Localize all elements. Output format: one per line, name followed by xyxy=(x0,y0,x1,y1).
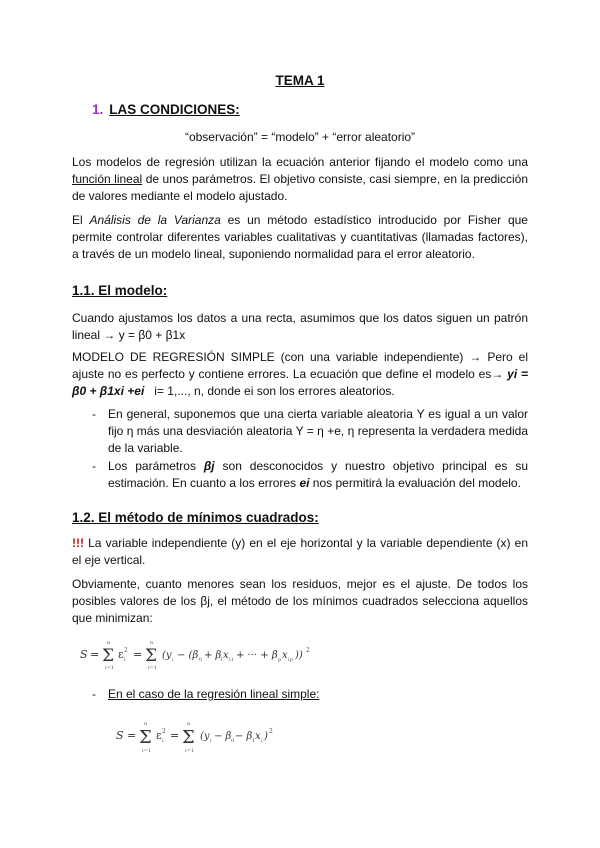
svg-text:i=1: i=1 xyxy=(105,665,114,671)
svg-text:Σ: Σ xyxy=(145,646,158,666)
doc-title: TEMA 1 xyxy=(275,73,325,88)
svg-text:i: i xyxy=(162,738,164,744)
p4-text-b: i= 1,..., n, donde ei son los errores aleatorios. xyxy=(154,384,395,399)
section-1-title: LAS CONDICIONES: xyxy=(109,102,240,117)
svg-text:2: 2 xyxy=(269,728,273,735)
svg-text:2: 2 xyxy=(306,647,310,654)
paragraph-simple-model xyxy=(72,349,528,401)
svg-text:S: S xyxy=(80,648,88,661)
svg-text:ε: ε xyxy=(156,729,162,742)
svg-text:S: S xyxy=(116,729,124,742)
svg-text:x: x xyxy=(255,731,261,742)
list-item xyxy=(92,686,528,703)
bullet-ei: ei xyxy=(299,475,310,490)
svg-text:x: x xyxy=(223,650,229,661)
svg-text:i=1: i=1 xyxy=(185,748,194,754)
svg-text:)): )) xyxy=(295,650,303,661)
bullet-dash: - xyxy=(92,407,96,421)
section-1-number: 1. xyxy=(92,102,104,117)
svg-text:Σ: Σ xyxy=(182,727,195,748)
svg-text:1: 1 xyxy=(252,738,256,744)
p5-text: La variable independiente (y) en el eje horizontal y la variable dependiente (x) en el eje vertical. xyxy=(72,536,528,568)
bullet-dash: - xyxy=(92,458,96,473)
svg-text:i1: i1 xyxy=(229,657,234,663)
p1-text-b: de unos parámetros. El objetivo consiste, casi siempre, en la predicción de valores mediante el modelo ajustado. xyxy=(72,172,528,204)
svg-text:n: n xyxy=(107,640,111,646)
svg-text:n: n xyxy=(187,721,191,727)
section-1-heading xyxy=(92,102,240,117)
svg-text:+ β: + β xyxy=(204,650,222,661)
p4-equation: yi = β0 + β1xi +ei xyxy=(72,367,528,399)
p3-text: Cuando ajustamos los datos a una recta, asumimos que los datos siguen un patrón lineal → xyxy=(72,311,528,343)
svg-text:Σ: Σ xyxy=(139,727,152,748)
paragraph-regression xyxy=(72,154,528,206)
bullet-dash: - xyxy=(92,687,96,701)
bullet-beta: βj xyxy=(203,458,215,473)
p2-text-b: es un método estadístico introducido por Fisher que permite controlar diferentes variables cualitativas y cuantitativas (llamadas factores), a través de un modelo lineal, suponiendo normalidad para el error aleatorio. xyxy=(72,213,528,262)
svg-text:i: i xyxy=(261,738,263,744)
warning-marks: !!! xyxy=(72,536,84,550)
svg-text:(y: (y xyxy=(162,650,172,661)
section-1-1-heading: 1.1. El modelo: xyxy=(72,283,168,298)
svg-text:ε: ε xyxy=(118,648,124,661)
paragraph-variables xyxy=(72,535,528,569)
paragraph-linear-pattern xyxy=(72,310,528,344)
svg-text:n: n xyxy=(144,721,148,727)
svg-text:2: 2 xyxy=(124,647,128,654)
svg-text:− β: − β xyxy=(235,731,253,742)
svg-text:i=1: i=1 xyxy=(148,665,157,671)
p2-text-a: El xyxy=(72,213,83,227)
bullet-text-b: son desconocidos y nuestro objetivo principal es su estimación. En cuanto a los errores xyxy=(108,458,528,490)
paragraph-residuals: Obviamente, cuanto menores sean los residuos, mejor es el ajuste. De todos los posibles valores de los βj, el método de los mínimos cuadrados selecciona aquellos que minimizan: xyxy=(72,577,528,626)
svg-text:+ ··· + β: + ··· + β xyxy=(236,650,278,661)
bullet-list-model xyxy=(92,406,528,492)
p1-text-a: Los modelos de regresión utilizan la ecuación anterior fijando el modelo como una xyxy=(72,155,528,169)
p1-underlined: función lineal xyxy=(72,172,143,187)
svg-text:=: = xyxy=(90,648,100,661)
p3-equation: y = β0 + β1x xyxy=(118,328,186,343)
svg-text:i: i xyxy=(124,657,126,663)
svg-text:x: x xyxy=(282,650,288,661)
svg-text:− β: − β xyxy=(214,731,232,742)
svg-text:=: = xyxy=(127,729,137,742)
svg-text:i: i xyxy=(210,738,212,744)
svg-text:0: 0 xyxy=(231,738,235,744)
svg-text:i=1: i=1 xyxy=(142,748,151,754)
svg-text:(y: (y xyxy=(200,731,210,742)
section-1-2-heading: 1.2. El método de mínimos cuadrados: xyxy=(72,510,319,525)
list-item xyxy=(92,406,528,458)
simple-regression-equation-image xyxy=(114,716,274,756)
bullet-text: En general, suponemos que una cierta variable aleatoria Y es igual a un valor fijo η más una desviación aleatoria Y = η +e, η representa la verdadera medida de la variable. xyxy=(108,407,528,456)
bullet-text-a: Los parámetros xyxy=(108,458,196,473)
p4-text-a: MODELO DE REGRESIÓN SIMPLE (con una variable independiente) → Pero el ajuste no es perfecto y contiene errores. La ecuación que define el modelo es→ xyxy=(72,350,528,382)
least-squares-equation-image xyxy=(78,636,318,672)
svg-text:=: = xyxy=(133,648,143,661)
svg-text:i: i xyxy=(172,657,174,663)
svg-text:Σ: Σ xyxy=(102,646,115,666)
svg-text:n: n xyxy=(150,640,154,646)
svg-text:): ) xyxy=(264,731,268,742)
observation-formula: “observación” = “modelo” + “error aleatorio” xyxy=(184,130,416,144)
list-item xyxy=(92,458,528,492)
bullet-list-simple xyxy=(92,686,528,703)
svg-text:2: 2 xyxy=(162,728,166,735)
bullet-text-c: nos permitirá la evaluación del modelo. xyxy=(312,475,521,490)
p2-italic: Análisis de la Varianza xyxy=(89,213,221,227)
svg-text:ip: ip xyxy=(288,657,293,663)
paragraph-anova xyxy=(72,212,528,264)
svg-text:0: 0 xyxy=(199,657,203,663)
svg-text:− (β: − (β xyxy=(177,650,199,661)
svg-text:=: = xyxy=(170,729,180,742)
bullet-text: En el caso de la regresión lineal simple: xyxy=(108,687,320,701)
svg-text:p: p xyxy=(278,657,282,663)
svg-text:1: 1 xyxy=(220,657,224,663)
